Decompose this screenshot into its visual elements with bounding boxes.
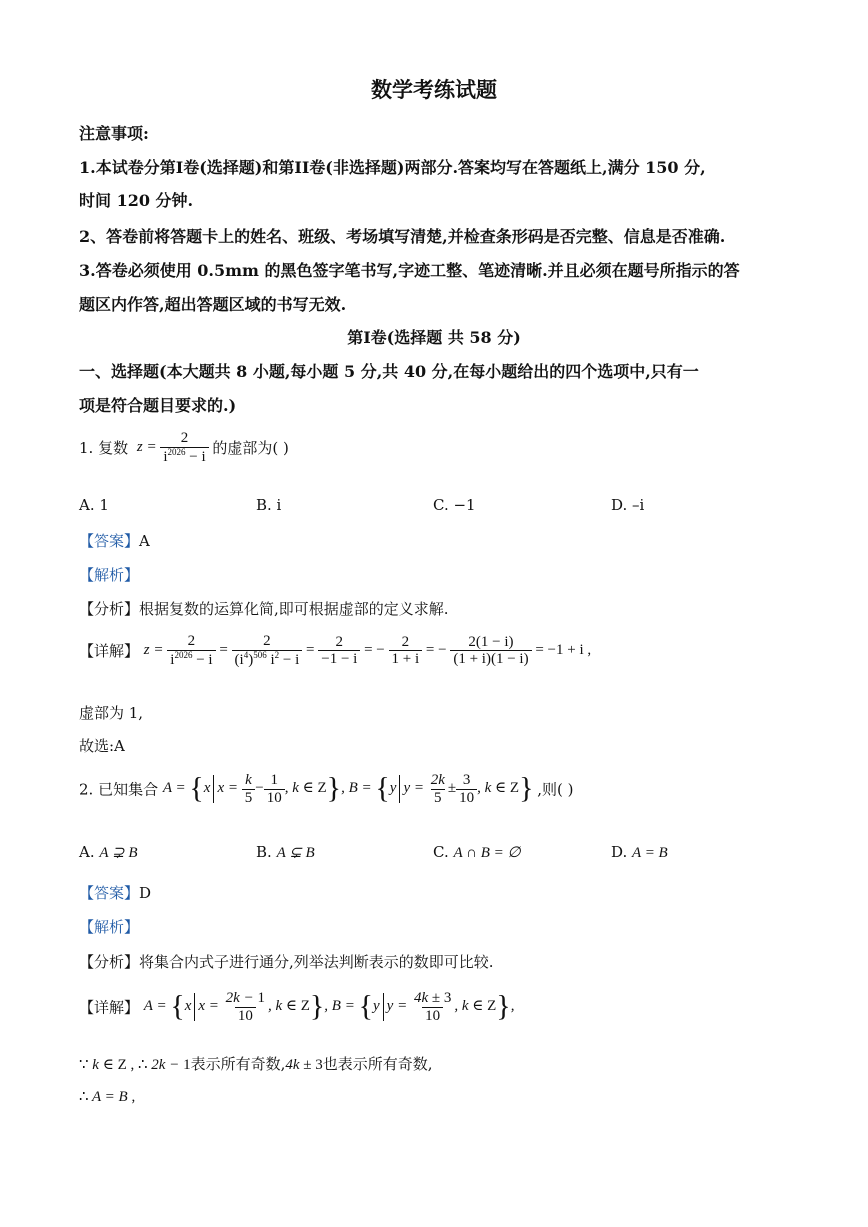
q1-analysis-text: 根据复数的运算化简,即可根据虚部的定义求解. (139, 600, 449, 618)
question-2-prefix: 2. 已知集合 (79, 780, 159, 799)
q1-detail-label: 【详解】 (79, 642, 140, 660)
notice-item-2: 2、答卷前将答题卡上的姓名、班级、考场填写清楚,并检查条形码是否完整、信息是否准确. (79, 227, 726, 246)
question-2-suffix: ,则( ) (537, 780, 574, 799)
q2-answer-value: D (139, 884, 152, 902)
q2-reason-text-1: 表示所有奇数, (190, 1055, 286, 1073)
q1-detail (79, 633, 591, 668)
q2-detail-formula: A = {x x = $\frac{2k - 1}{10}$ , k ∈ Z}, B = {y y = $\frac{4k \pm 3}{10}$ , k ∈ Z}, (143, 990, 515, 1024)
q2-option-a: A. A ⊋ B (79, 843, 138, 861)
q1-answer-tag: 【答案】 (79, 532, 140, 550)
q2-option-d: D. A = B (611, 843, 668, 861)
section-title: 第I卷(选择题 共 58 分) (347, 328, 521, 347)
q2-answer-tag: 【答案】 (79, 884, 140, 902)
question-1-prefix: 1. 复数 (79, 439, 129, 457)
question-1 (79, 430, 289, 465)
q2-option-d-label: D. (611, 843, 628, 861)
q1-option-d: D. –i (611, 496, 645, 514)
part1-instruction-line-2: 项是符合题目要求的.) (79, 396, 237, 415)
q2-answer (79, 882, 151, 903)
q2-option-c: C. A ∩ B = ∅ (433, 843, 521, 861)
q2-reason-text-2: 也表示所有奇数, (322, 1055, 433, 1073)
q2-option-c-label: C. (433, 843, 449, 861)
q2-option-b-label: B. (256, 843, 272, 861)
q1-option-b: B. i (256, 496, 282, 514)
q2-detail (79, 990, 514, 1024)
q1-analysis-tag: 【解析】 (79, 566, 140, 584)
q2-option-b: B. A ⊊ B (256, 843, 315, 861)
q1-option-a: A. 1 (79, 496, 109, 514)
q2-analysis-text: 将集合内式子进行通分,列举法判断表示的数即可比较. (139, 953, 494, 971)
q2-detail-label: 【详解】 (79, 998, 140, 1017)
part1-instruction-line-1: 一、选择题(本大题共 8 小题,每小题 5 分,共 40 分,在每小题给出的四个选项中,只有一 (79, 362, 699, 381)
notice-item-1-line-1: 1.本试卷分第I卷(选择题)和第II卷(非选择题)两部分.答案均写在答题纸上,满分 150 分, (79, 158, 706, 177)
q1-conclusion: 故选:A (79, 737, 125, 755)
page-title: 数学考练试题 (371, 77, 497, 102)
q2-conclusion-formula: ∴ A = B , (79, 1089, 136, 1105)
q2-reasoning: ∵ k ∈ Z , ∴ 2k − 1表示所有奇数,4k ± 3也表示所有奇数, (79, 1055, 433, 1073)
notice-item-3-line-1: 3.答卷必须使用 0.5mm 的黑色签字笔书写,字迹工整、笔迹清晰.并且必须在题号所指示的答 (79, 261, 740, 280)
question-2 (79, 772, 573, 806)
notice-item-1-line-2: 时间 120 分钟. (79, 191, 194, 210)
question-1-suffix: 的虚部为( ) (212, 439, 289, 457)
q2-set-formula: A = {x x = $\frac{k}{5}$ − $\frac{1}{10}$ , k ∈ Z}, B = {y y = $\frac{2k}{5}$ ± $\frac{3}{10}$ , k ∈ Z} (162, 772, 534, 806)
q1-formula: z = $\frac{2}{i^{2026} - i}$ (137, 439, 213, 455)
q2-analysis (79, 951, 494, 972)
q2-analysis-label: 【分析】 (79, 953, 140, 971)
q1-analysis-label: 【分析】 (79, 600, 140, 618)
q2-option-a-label: A. (79, 843, 95, 861)
q1-option-c: C. −1 (433, 496, 476, 514)
q1-detail-formula: z = $\frac{2}{i^{2026} - i}$ = $\frac{2}{(i^4)^{506} i^2 - i}$ = $\frac{2}{-1 - i}$ = − $\frac{2}{1 + i}$ = − $\frac{2(1 - i)}{(1 + i)(1 - i)}$ = −1 + i , (143, 633, 592, 668)
q1-answer-value: A (139, 532, 150, 550)
q2-analysis-tag: 【解析】 (79, 918, 140, 936)
q1-analysis (79, 598, 449, 619)
notice-item-3-line-2: 题区内作答,超出答题区域的书写无效. (79, 295, 347, 314)
notice-heading: 注意事项: (79, 124, 149, 143)
q1-imaginary-part: 虚部为 1, (79, 704, 144, 722)
q1-answer (79, 530, 150, 551)
